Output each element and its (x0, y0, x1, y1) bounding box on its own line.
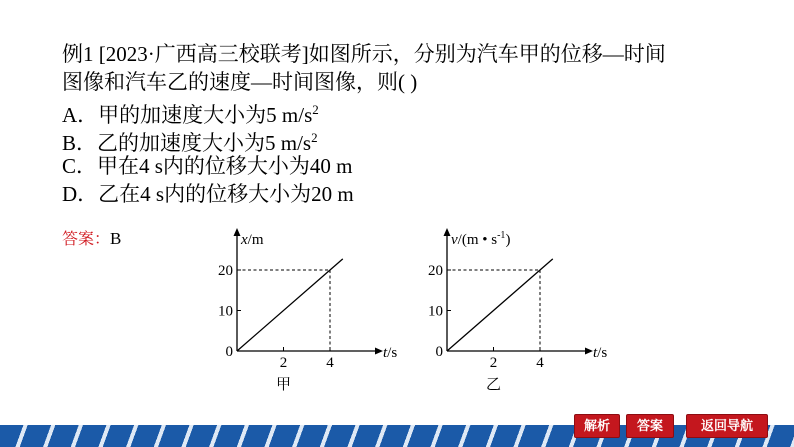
answer-label: 答案： (62, 229, 111, 248)
y-axis-arrow (234, 228, 241, 236)
option-b (62, 125, 318, 156)
origin-label: 0 (225, 344, 233, 360)
y-tick-label: 20 (428, 263, 443, 279)
graph-caption: 甲 (275, 377, 292, 393)
back-nav-button[interactable]: 返回导航 (686, 414, 768, 438)
x-tick-label: 2 (279, 355, 288, 371)
y-axis-arrow (444, 228, 451, 236)
x-axis-label (593, 345, 607, 361)
y-axis-label (240, 232, 264, 248)
option-c (62, 153, 353, 179)
option-a-sup: 2 (312, 102, 319, 117)
graph-jia-svg (205, 226, 415, 396)
option-b-sup: 2 (311, 130, 318, 145)
x-axis-arrow (585, 348, 593, 355)
x-axis-label (383, 345, 397, 361)
x-axis-unit: /s (597, 345, 608, 361)
answer-line (62, 228, 121, 250)
option-a (62, 97, 319, 128)
question-line-2: 图像和汽车乙的速度—时间图像，则( ) (62, 70, 418, 94)
option-d (62, 181, 354, 207)
y-axis-var: v (451, 232, 458, 248)
analysis-button[interactable]: 解析 (574, 414, 620, 438)
origin-label: 0 (435, 344, 443, 360)
x-axis-unit: /s (387, 345, 398, 361)
y-axis-unit-sup: -1 (497, 230, 506, 241)
graph-caption: 乙 (485, 377, 502, 393)
footer-bar (0, 425, 794, 447)
series-line (447, 259, 553, 351)
graph-yi-svg (415, 226, 625, 396)
series-line (237, 259, 343, 351)
x-tick-label: 4 (536, 355, 544, 371)
x-tick-label: 2 (489, 355, 498, 371)
x-axis-var: t (383, 345, 388, 361)
x-axis-var: t (593, 345, 598, 361)
y-tick-label: 20 (218, 263, 233, 279)
question-line-1: 例1 [2023·广西高三校联考]如图所示，分别为汽车甲的位移—时间 (62, 42, 666, 66)
option-a-text: A．甲的加速度大小为5 m/s (62, 103, 313, 127)
y-tick-label: 10 (218, 303, 233, 320)
option-c-text: C．甲在4 s内的位移大小为40 m (62, 154, 353, 178)
y-axis-unit-close: ) (505, 232, 511, 248)
y-axis-label (451, 230, 510, 248)
answer-button[interactable]: 答案 (626, 414, 674, 438)
graph-yi (415, 226, 625, 396)
y-axis-unit: /m (247, 232, 264, 248)
x-axis-arrow (375, 348, 383, 355)
graph-jia (205, 226, 415, 396)
y-axis-unit: /(m • s (457, 232, 498, 248)
option-d-text: D．乙在4 s内的位移大小为20 m (62, 182, 354, 206)
answer-value: B (110, 229, 122, 248)
option-b-text: B．乙的加速度大小为5 m/s (62, 131, 312, 155)
y-tick-label: 10 (428, 303, 443, 320)
x-tick-label: 4 (326, 355, 334, 371)
y-axis-var: x (241, 232, 248, 248)
